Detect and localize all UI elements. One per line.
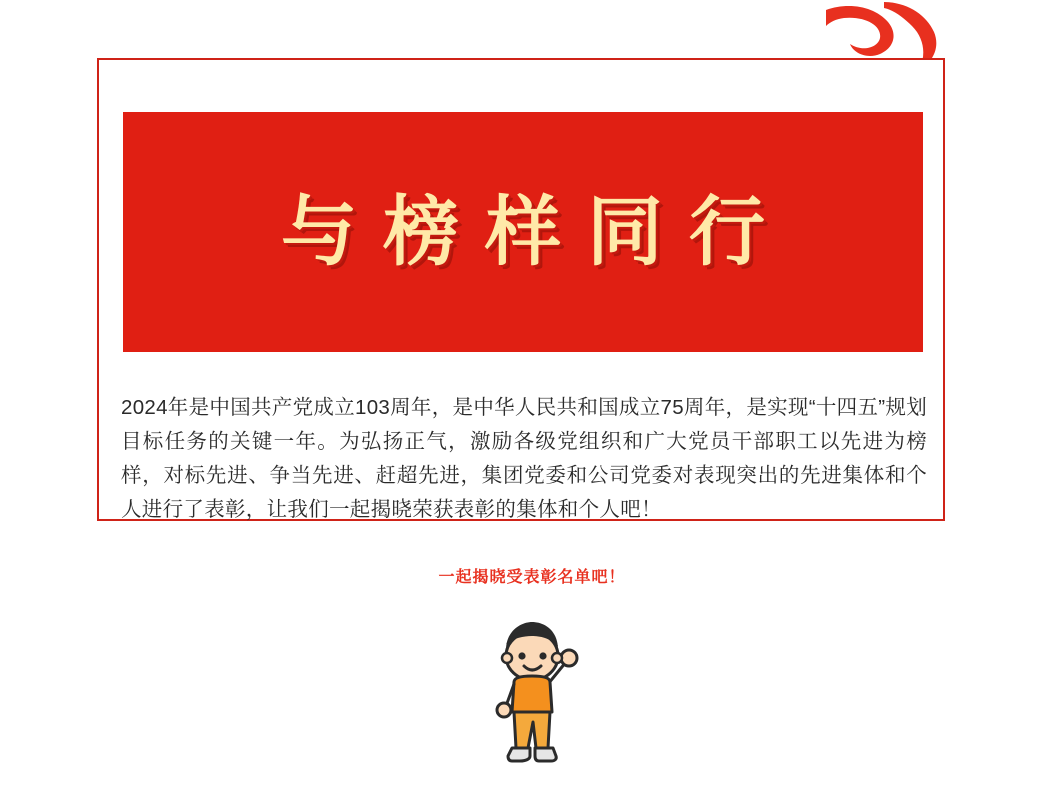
intro-paragraph: 2024年是中国共产党成立103周年，是中华人民共和国成立75周年，是实现“十四五”规划目标任务的关键一年。为弘扬正气，激励各级党组织和广大党员干部职工以先进为榜样，对标先进、争当先进、赶超先进，集团党委和公司党委对表现突出的先进集体和个人进行了表彰，让我们一起揭晓荣获表彰的集体和个人吧！	[121, 395, 927, 521]
content-card	[97, 58, 945, 521]
banner-title-text: 与榜样同行	[281, 187, 791, 276]
subhead-text: 一起揭晓受表彰名单吧！	[438, 569, 626, 586]
waving-boy-illustration	[462, 614, 602, 774]
title-banner	[123, 112, 923, 352]
